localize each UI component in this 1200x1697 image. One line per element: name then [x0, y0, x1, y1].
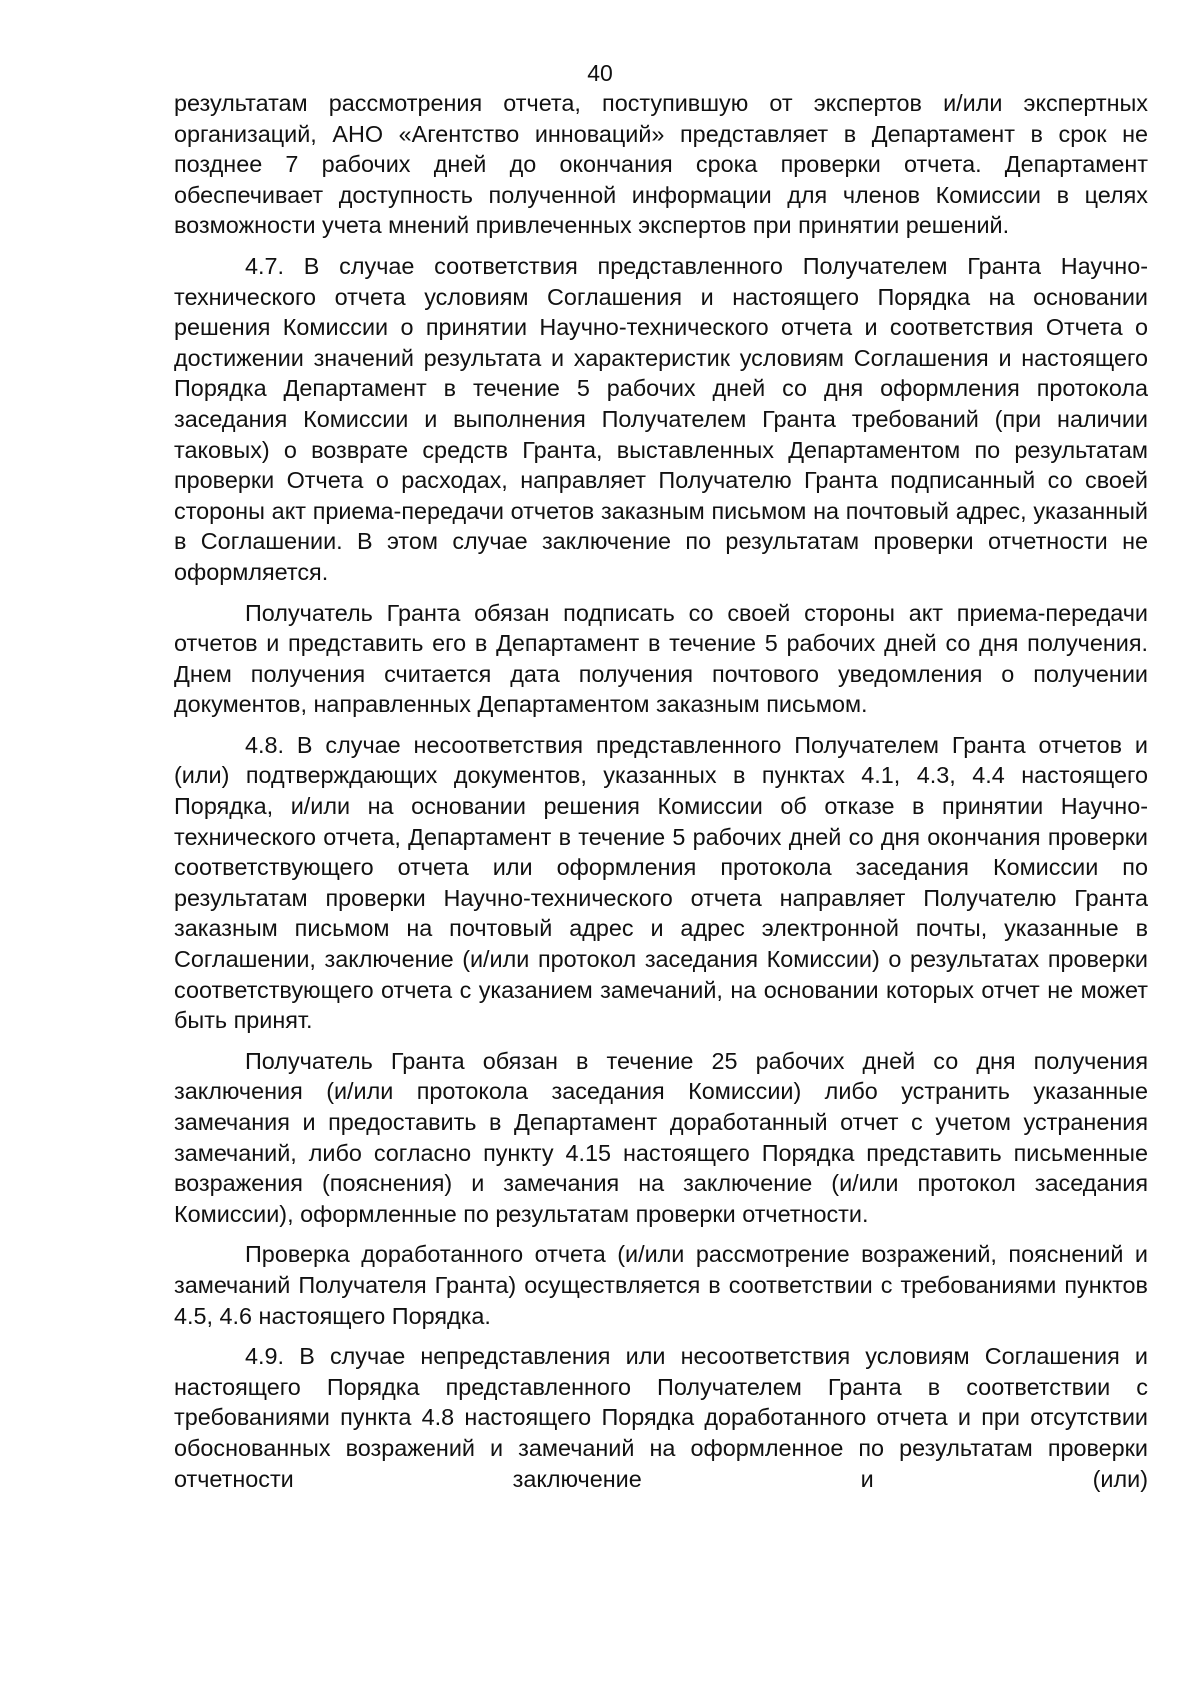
paragraph-revised-report-check: Проверка доработанного отчета (и/или рассмотрение возражений, пояснений и замечаний Получателя Гранта) осуществляется в соответствии с требованиями пунктов 4.5, 4.6 настоящего Порядка. — [174, 1241, 1148, 1329]
page-number: 40 — [587, 60, 613, 86]
paragraph-4-9: 4.9. В случае непредставления или несоответствия условиям Соглашения и настоящего Порядка представленного Получателем Гранта в соответствии с требованиями пункта 4.8 настоящего Порядка доработанного отчета и при отсутствии обоснованных возражений и замечаний на оформленное по результатам проверки отчетности заключение и (или) — [174, 1343, 1148, 1492]
document-body — [174, 88, 1148, 1494]
paragraph-grant-recipient-signing: Получатель Гранта обязан подписать со своей стороны акт приема-передачи отчетов и представить его в Департамент в течение 5 рабочих дней со дня получения. Днем получения считается дата получения почтового уведомления о получении документов, направленных Департаментом заказным письмом. — [174, 599, 1148, 718]
paragraph-4-7: 4.7. В случае соответствия представленного Получателем Гранта Научно-технического отчета условиям Соглашения и настоящего Порядка на основании решения Комиссии о принятии Научно-технического отчета и соответствия Отчета о достижении значений результата и характеристик условиям Соглашения и настоящего Порядка Департамент в течение 5 рабочих дней со дня оформления протокола заседания Комиссии и выполнения Получателем Гранта требований (при наличии таковых) о возврате средств Гранта, выставленных Департаментом по результатам проверки Отчета о расходах, направляет Получателю Гранта подписанный со своей стороны акт приема-передачи отчетов заказным письмом на почтовый адрес, указанный в Соглашении. В этом случае заключение по результатам проверки отчетности не оформляется. — [174, 252, 1148, 585]
paragraph-4-8: 4.8. В случае несоответствия представленного Получателем Гранта отчетов и (или) подтверждающих документов, указанных в пунктах 4.1, 4.3, 4.4 настоящего Порядка, и/или на основании решения Комиссии об отказе в принятии Научно-технического отчета, Департамент в течение 5 рабочих дней со дня окончания проверки соответствующего отчета или оформления протокола заседания Комиссии по результатам проверки Научно-технического отчета направляет Получателю Гранта заказным письмом на почтовый адрес и адрес электронной почты, указанные в Соглашении, заключение (и/или протокол заседания Комиссии) о результатах проверки соответствующего отчета с указанием замечаний, на основании которых отчет не может быть принят. — [174, 731, 1148, 1034]
paragraph-grant-recipient-corrections: Получатель Гранта обязан в течение 25 рабочих дней со дня получения заключения (и/или протокола заседания Комиссии) либо устранить указанные замечания и предоставить в Департамент доработанный отчет с учетом устранения замечаний, либо согласно пункту 4.15 настоящего Порядка представить письменные возражения (пояснения) и замечания на заключение (и/или протокол заседания Комиссии), оформленные по результатам проверки отчетности. — [174, 1047, 1148, 1227]
paragraph-continuation: результатам рассмотрения отчета, поступившую от экспертов и/или экспертных организаций, АНО «Агентство инноваций» представляет в Департамент в срок не позднее 7 рабочих дней до окончания срока проверки отчета. Департамент обеспечивает доступность полученной информации для членов Комиссии в целях возможности учета мнений привлеченных экспертов при принятии решений. — [174, 90, 1148, 239]
